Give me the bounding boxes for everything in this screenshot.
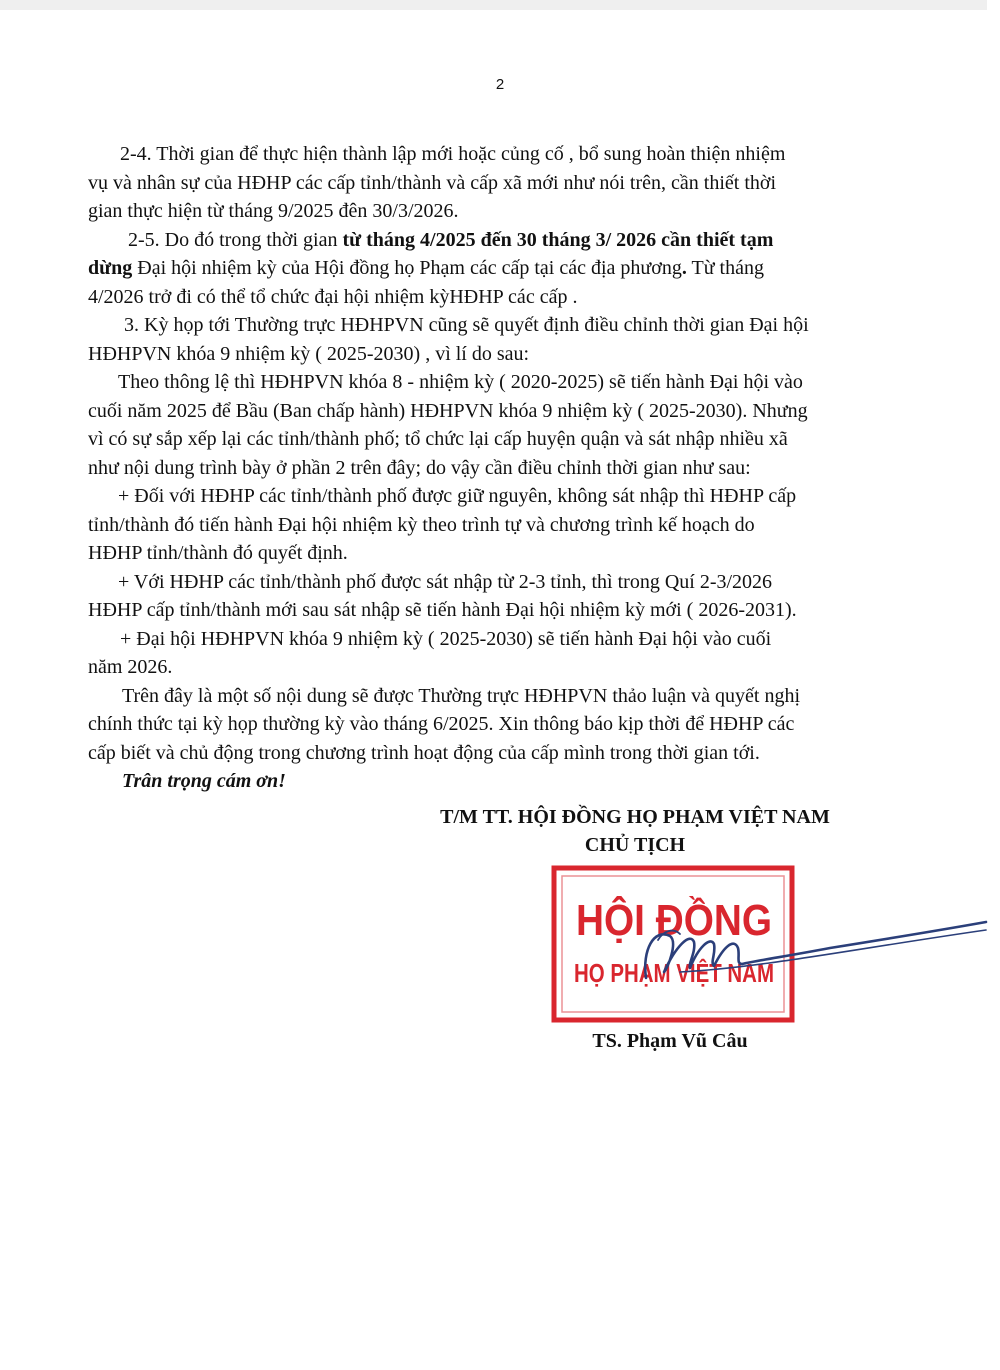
para-2-5-text: 2-5. Do đó trong thời gian xyxy=(128,228,343,251)
para-2-5-line-3: 4/2026 trở đi có thể tổ chức đại hội nhiệm kỳHĐHP các cấp . xyxy=(88,285,578,308)
para-5-line-1: Trên đây là một số nội dung sẽ được Thường trực HĐHPVN thảo luận và quyết nghị xyxy=(122,684,801,707)
bullet-1-line-1: + Đối với HĐHP các tỉnh/thành phố được giữ nguyên, không sát nhập thì HĐHP cấp xyxy=(118,485,797,507)
para-4-line-4: như nội dung trình bày ở phần 2 trên đây; do vậy cần điều chỉnh thời gian như sau: xyxy=(88,456,751,479)
para-2-4-line-3: gian thực hiện từ tháng 9/2025 đên 30/3/2026. xyxy=(88,200,459,222)
bullet-2-line-2: HĐHP cấp tỉnh/thành mới sau sát nhập sẽ tiến hành Đại hội nhiệm kỳ mới ( 2026-2031). xyxy=(88,599,797,621)
para-2-5-bold-dot: . xyxy=(681,257,687,279)
bullet-3-line-1: + Đại hội HĐHPVN khóa 9 nhiệm kỳ ( 2025-2030) sẽ tiến hành Đại hội vào cuối xyxy=(120,627,772,650)
para-2-5-line-2 xyxy=(88,254,928,283)
para-4-line-1: Theo thông lệ thì HĐHPVN khóa 8 - nhiệm kỳ ( 2020-2025) sẽ tiến hành Đại hội vào xyxy=(118,371,803,393)
bullet-3-line-2: năm 2026. xyxy=(88,656,173,678)
para-3-line-2: HĐHPVN khóa 9 nhiệm kỳ ( 2025-2030) , vì lí do sau: xyxy=(88,342,530,365)
para-5-line-3: cấp biết và chủ động trong chương trình hoạt động của cấp mình trong thời gian tới. xyxy=(88,741,760,764)
para-2-4-line-2: vụ và nhân sự của HĐHP các cấp tỉnh/thành và cấp xã mới như nói trên, cần thiết thời xyxy=(88,171,777,194)
signature-title: CHỦ TỊCH xyxy=(584,834,686,856)
bullet-1-line-2: tỉnh/thành đó tiến hành Đại hội nhiệm kỳ theo trình tự và chương trình kế hoạch do xyxy=(88,513,755,536)
closing-line: Trân trọng cám ơn! xyxy=(122,770,286,792)
para-2-5-bold-dung: dừng xyxy=(88,257,133,279)
para-3-line-1: 3. Kỳ họp tới Thường trực HĐHPVN cũng sẽ quyết định điều chỉnh thời gian Đại hội xyxy=(124,314,809,336)
stamp-line-1: HỘI ĐỒNG xyxy=(576,896,799,945)
document-body xyxy=(88,140,928,796)
signature-organization: T/M TT. HỘI ĐỒNG HỌ PHẠM VIỆT NAM xyxy=(440,806,830,828)
handwritten-signature xyxy=(640,900,987,1000)
para-2-5-text-3: Từ tháng xyxy=(686,257,764,279)
para-2-5-bold: từ tháng 4/2025 đến 30 tháng 3/ 2026 cần thiết tạm xyxy=(342,228,774,251)
top-edge xyxy=(0,0,987,10)
bullet-1-line-3: HĐHP tỉnh/thành đó quyết định. xyxy=(88,542,348,564)
signer-name: TS. Phạm Vũ Câu xyxy=(592,1030,748,1052)
stamp-line-2: HỌ PHẠM VIỆT NAM xyxy=(574,958,774,988)
para-4-line-2: cuối năm 2025 để Bầu (Ban chấp hành) HĐHPVN khóa 9 nhiệm kỳ ( 2025-2030). Nhưng xyxy=(88,399,808,422)
page-number: 2 xyxy=(495,76,505,93)
para-2-5-line-1 xyxy=(88,226,928,255)
bullet-2-line-1: + Với HĐHP các tỉnh/thành phố được sát nhập từ 2-3 tỉnh, thì trong Quí 2-3/2026 xyxy=(118,570,773,593)
para-2-4-line-1: 2-4. Thời gian để thực hiện thành lập mới hoặc củng cố , bổ sung hoàn thiện nhiệm xyxy=(120,143,786,165)
para-5-line-2: chính thức tại kỳ họp thường kỳ vào tháng 6/2025. Xin thông báo kịp thời để HĐHP các xyxy=(88,713,795,735)
para-4-line-3: vì có sự sắp xếp lại các tỉnh/thành phố; tổ chức lại cấp huyện quận và sát nhập nhiều xã xyxy=(88,428,788,450)
para-2-5-text-2: Đại hội nhiệm kỳ của Hội đồng họ Phạm các cấp tại các địa phương xyxy=(132,257,682,279)
